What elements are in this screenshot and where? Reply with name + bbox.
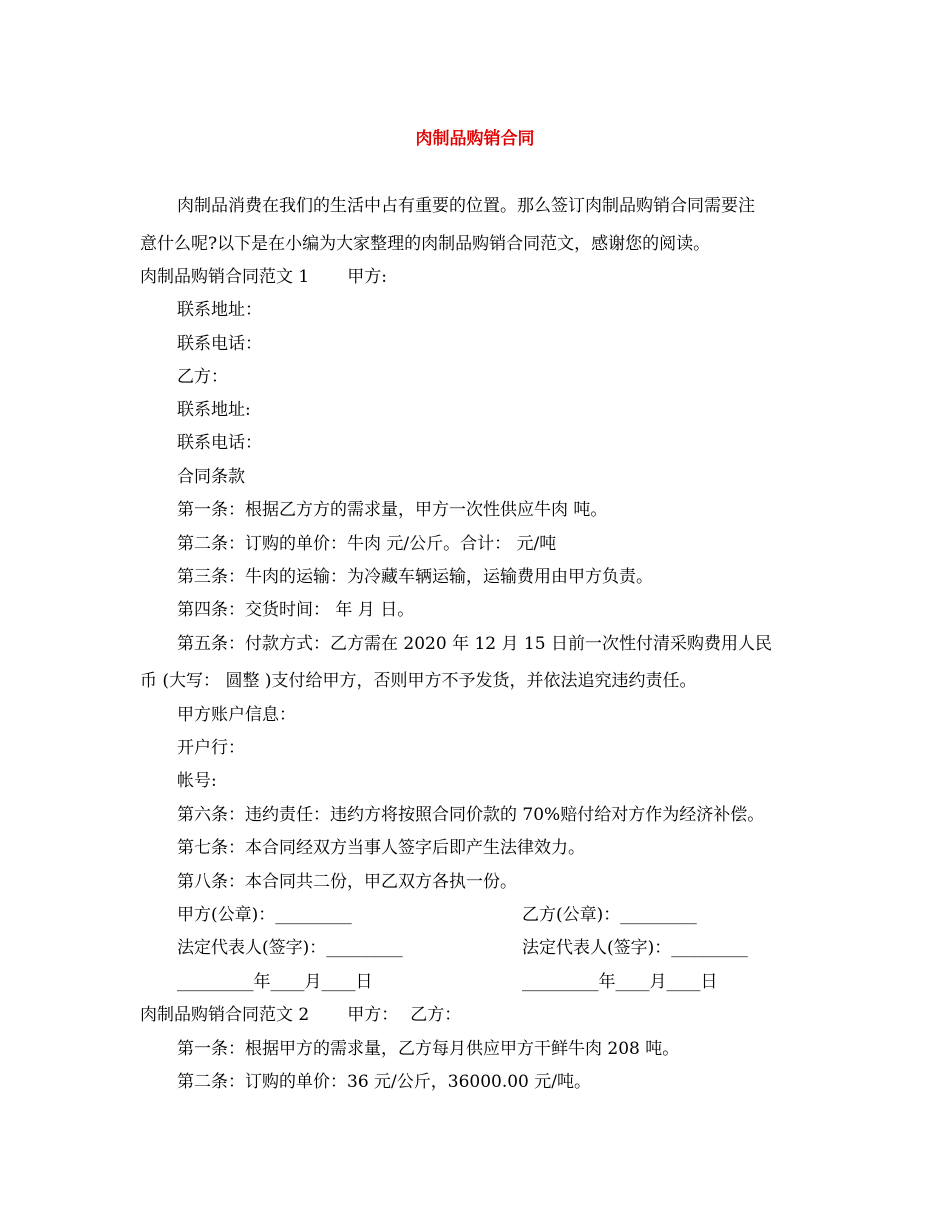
clause-1: 第一条：根据乙方方的需求量，甲方一次性供应牛肉 吨。 xyxy=(177,500,608,520)
clause-4: 第四条：交货时间： 年 月 日。 xyxy=(177,600,415,620)
phone-a: 联系电话： xyxy=(177,334,262,354)
clause-5-line-1: 第五条：付款方式：乙方需在 2020 年 12 月 15 日前一次性付清采购费用人民 xyxy=(177,634,772,654)
account-info: 甲方账户信息： xyxy=(177,705,296,725)
representative-a: 法定代表人(签字)：_________ xyxy=(177,938,403,958)
clauses-heading: 合同条款 xyxy=(177,467,245,487)
clause-8: 第八条：本合同共二份，甲乙双方各执一份。 xyxy=(177,872,517,892)
clause-5-line-2: 币 (大写： 圆整 )支付给甲方，否则甲方不予发货，并依法追究违约责任。 xyxy=(140,671,697,691)
sample2-clause-2: 第二条：订购的单价：36 元/公斤，36000.00 元/吨。 xyxy=(177,1072,592,1092)
date-a: _________年____月____日 xyxy=(177,972,373,992)
address-a: 联系地址： xyxy=(177,300,262,320)
clause-6: 第六条：违约责任：违约方将按照合同价款的 70%赔付给对方作为经济补偿。 xyxy=(177,805,765,825)
document-title: 肉制品购销合同 xyxy=(415,129,535,149)
sample2-party-a: 甲方： xyxy=(347,1005,399,1025)
sample2-party-b: 乙方： xyxy=(410,1005,462,1025)
party-b: 乙方： xyxy=(177,367,228,387)
representative-b: 法定代表人(签字)：_________ xyxy=(522,938,748,958)
clause-3: 第三条：牛肉的运输：为冷藏车辆运输，运输费用由甲方负责。 xyxy=(177,567,653,587)
sample1-party-a: 甲方: xyxy=(347,267,387,287)
date-b: _________年____月____日 xyxy=(522,972,718,992)
sample2-clause-1: 第一条：根据甲方的需求量，乙方每月供应甲方干鲜牛肉 208 吨。 xyxy=(177,1039,680,1059)
sample1-heading-row xyxy=(140,267,387,287)
sample2-heading: 肉制品购销合同范文 2 xyxy=(140,1005,310,1025)
phone-b: 联系电话： xyxy=(177,433,262,453)
sample2-heading-row xyxy=(140,1005,461,1025)
seal-a: 甲方(公章)：_________ xyxy=(177,905,352,925)
clause-7: 第七条：本合同经双方当事人签字后即产生法律效力。 xyxy=(177,838,585,858)
clause-2: 第二条：订购的单价：牛肉 元/公斤。合计： 元/吨 xyxy=(177,534,557,554)
bank: 开户行： xyxy=(177,738,245,758)
address-b: 联系地址: xyxy=(177,400,251,420)
intro-line-2: 意什么呢?以下是在小编为大家整理的肉制品购销合同范文，感谢您的阅读。 xyxy=(140,234,711,254)
sample1-heading: 肉制品购销合同范文 1 xyxy=(140,267,310,287)
seal-b: 乙方(公章)：_________ xyxy=(522,905,697,925)
intro-line-1: 肉制品消费在我们的生活中占有重要的位置。那么签订肉制品购销合同需要注 xyxy=(177,196,755,216)
account-number: 帐号: xyxy=(177,771,217,791)
